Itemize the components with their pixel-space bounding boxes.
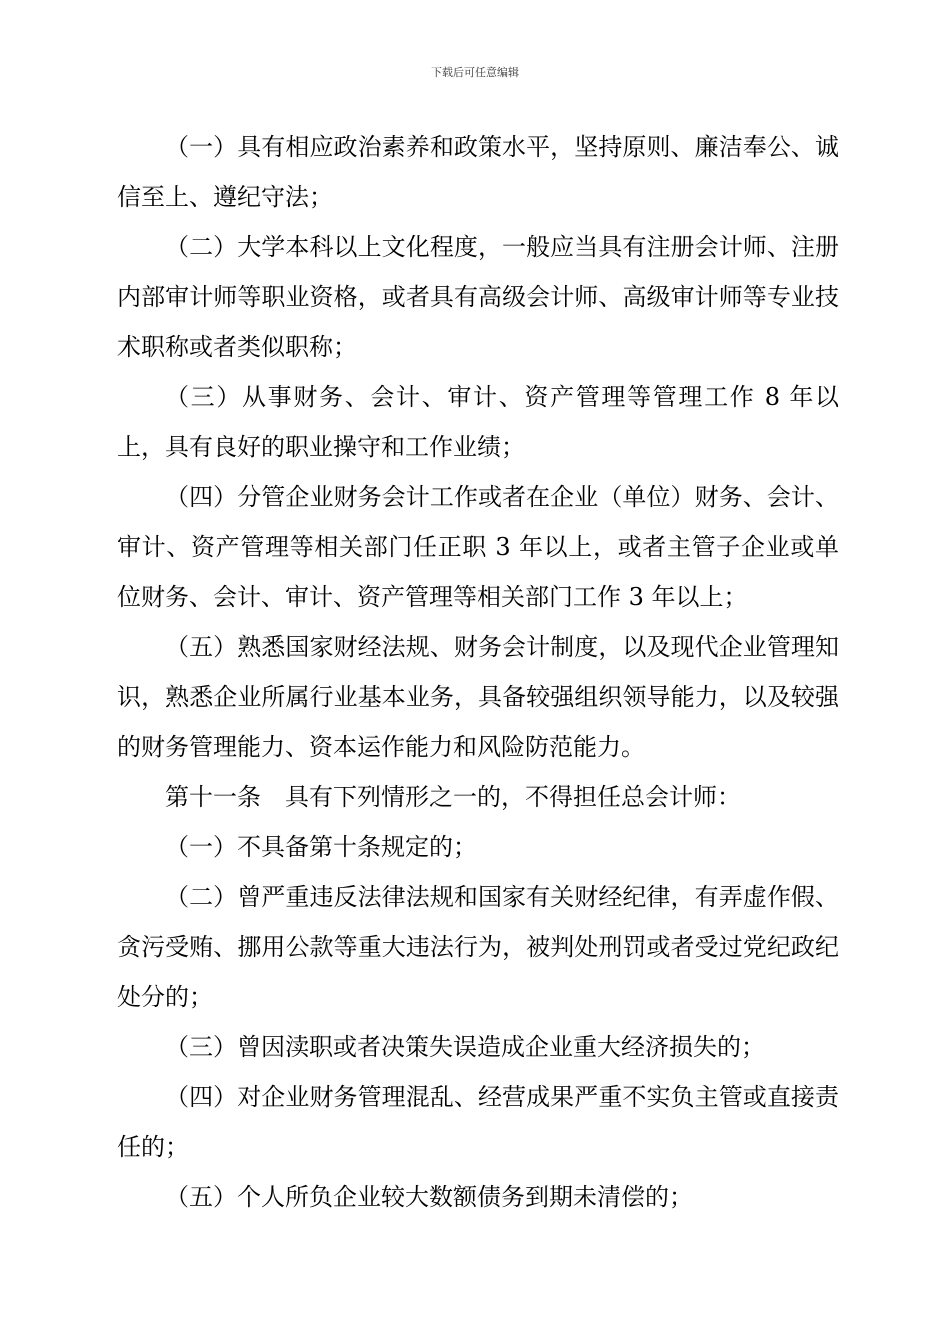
paragraph-disqualification-5: （五）个人所负企业较大数额债务到期未清偿的；	[165, 1183, 693, 1211]
article-11-heading: 第十一条 具有下列情形之一的，不得担任总会计师：	[165, 783, 741, 811]
paragraph-disqualification-4: （四）对企业财务管理混乱、经营成果严重不实负主管或直接责任的；	[117, 1083, 839, 1161]
paragraph-disqualification-3: （三）曾因渎职或者决策失误造成企业重大经济损失的；	[165, 1033, 765, 1061]
paragraph-disqualification-1: （一）不具备第十条规定的；	[165, 833, 477, 861]
document-body	[117, 122, 839, 1222]
page-header: 下载后可任意编辑	[431, 66, 519, 79]
paragraph-qualification-1: （一）具有相应政治素养和政策水平，坚持原则、廉洁奉公、诚信至上、遵纪守法；	[117, 133, 839, 211]
paragraph-qualification-3: （三）从事财务、会计、审计、资产管理等管理工作 8 年以上，具有良好的职业操守和工作业绩；	[117, 383, 839, 461]
paragraph-disqualification-2: （二）曾严重违反法律法规和国家有关财经纪律，有弄虚作假、贪污受贿、挪用公款等重大违法行为，被判处刑罚或者受过党纪政纪处分的；	[117, 883, 839, 1011]
paragraph-qualification-2: （二）大学本科以上文化程度，一般应当具有注册会计师、注册内部审计师等职业资格，或者具有高级会计师、高级审计师等专业技术职称或者类似职称；	[117, 233, 839, 361]
paragraph-qualification-5: （五）熟悉国家财经法规、财务会计制度，以及现代企业管理知识，熟悉企业所属行业基本业务，具备较强组织领导能力，以及较强的财务管理能力、资本运作能力和风险防范能力。	[117, 633, 839, 761]
paragraph-qualification-4: （四）分管企业财务会计工作或者在企业（单位）财务、会计、审计、资产管理等相关部门任正职 3 年以上，或者主管子企业或单位财务、会计、审计、资产管理等相关部门工作 3 年以上；	[117, 483, 839, 611]
